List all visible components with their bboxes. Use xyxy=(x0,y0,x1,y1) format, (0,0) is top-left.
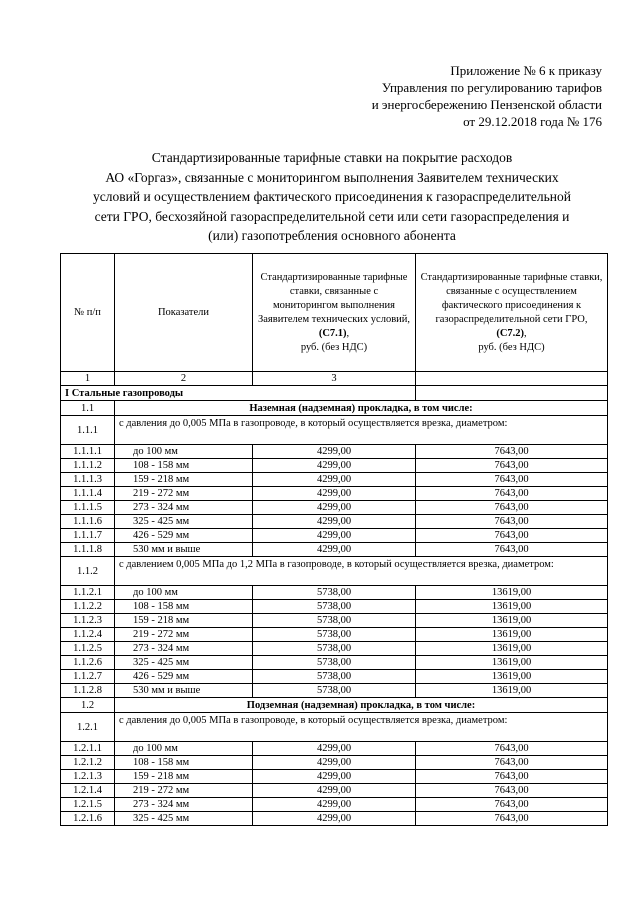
group-number: 1.2.1 xyxy=(61,713,115,742)
row-number: 1.1.2.3 xyxy=(61,614,115,628)
table-body xyxy=(61,372,608,826)
title-line: АО «Горгаз», связанные с мониторингом выполнения Заявителем технических xyxy=(105,169,559,185)
table-row xyxy=(61,445,608,459)
row-value-c71: 4299,00 xyxy=(253,501,416,515)
row-number: 1.2.1.3 xyxy=(61,770,115,784)
row-diameter: 159 - 218 мм xyxy=(115,614,253,628)
row-diameter: 530 мм и выше xyxy=(115,543,253,557)
row-value-c72: 7643,00 xyxy=(416,812,608,826)
row-number: 1.1.1.3 xyxy=(61,473,115,487)
row-number: 1.2.1.4 xyxy=(61,784,115,798)
header-number: № п/п xyxy=(61,254,115,372)
row-number: 1.1.1.2 xyxy=(61,459,115,473)
table-row xyxy=(61,529,608,543)
row-number: 1.2.1.2 xyxy=(61,756,115,770)
group-text: с давления до 0,005 МПа в газопроводе, в который осуществляется врезка, диаметром: xyxy=(115,416,608,445)
row-number: 1.2.1.1 xyxy=(61,742,115,756)
row-diameter: 426 - 529 мм xyxy=(115,670,253,684)
row-number: 1.1.1.4 xyxy=(61,487,115,501)
row-number: 1.2.1.6 xyxy=(61,812,115,826)
row-value-c71: 4299,00 xyxy=(253,742,416,756)
header-c71-text: Стандартизированные тарифные ставки, связанные с мониторингом выполнения Заявителем технических условий, xyxy=(257,271,411,325)
row-number: 1.1.1.6 xyxy=(61,515,115,529)
row-value-c72: 7643,00 xyxy=(416,798,608,812)
table-header-row xyxy=(61,254,608,372)
table-row xyxy=(61,600,608,614)
row-value-c72: 13619,00 xyxy=(416,670,608,684)
column-number: 3 xyxy=(253,372,416,386)
row-value-c71: 4299,00 xyxy=(253,756,416,770)
row-value-c71: 4299,00 xyxy=(253,784,416,798)
table-row xyxy=(61,670,608,684)
row-number: 1.1.1.7 xyxy=(61,529,115,543)
row-value-c72: 7643,00 xyxy=(416,501,608,515)
row-diameter: до 100 мм xyxy=(115,445,253,459)
row-value-c72: 7643,00 xyxy=(416,742,608,756)
row-value-c71: 5738,00 xyxy=(253,600,416,614)
row-value-c71: 4299,00 xyxy=(253,770,416,784)
table-row xyxy=(61,628,608,642)
title-line: (или) газопотребления основного абонента xyxy=(208,228,456,243)
row-value-c72: 7643,00 xyxy=(416,543,608,557)
row-value-c71: 5738,00 xyxy=(253,614,416,628)
row-value-c71: 4299,00 xyxy=(253,473,416,487)
row-value-c72: 7643,00 xyxy=(416,756,608,770)
table-row xyxy=(61,515,608,529)
table-row xyxy=(61,684,608,698)
row-value-c71: 5738,00 xyxy=(253,684,416,698)
row-value-c72: 13619,00 xyxy=(416,628,608,642)
row-value-c71: 4299,00 xyxy=(253,459,416,473)
row-number: 1.1.2.1 xyxy=(61,586,115,600)
row-value-c72: 13619,00 xyxy=(416,614,608,628)
row-diameter: 530 мм и выше xyxy=(115,684,253,698)
row-value-c72: 7643,00 xyxy=(416,473,608,487)
appendix-line: и энергосбережению Пензенской области xyxy=(371,97,602,112)
row-value-c71: 5738,00 xyxy=(253,670,416,684)
row-value-c72: 7643,00 xyxy=(416,487,608,501)
row-value-c72: 13619,00 xyxy=(416,656,608,670)
table-row xyxy=(61,798,608,812)
header-c71-code: (С7.1) xyxy=(318,327,347,339)
title-line: сети ГРО, бесхозяйной газораспределительной сети или сети газораспределения и xyxy=(94,208,570,224)
row-number: 1.2.1.5 xyxy=(61,798,115,812)
document-title xyxy=(62,148,602,246)
table-row xyxy=(61,501,608,515)
table-row xyxy=(61,459,608,473)
subsection-number: 1.2 xyxy=(61,698,115,713)
table-row xyxy=(61,770,608,784)
row-diameter: 273 - 324 мм xyxy=(115,642,253,656)
row-value-c72: 13619,00 xyxy=(416,642,608,656)
row-value-c72: 7643,00 xyxy=(416,445,608,459)
header-c72-text: Стандартизированные тарифные ставки, связанные с осуществлением фактического присоединения к газораспределительной сети ГРО, xyxy=(420,271,603,325)
header-indicators: Показатели xyxy=(115,254,253,372)
column-numbers-row xyxy=(61,372,608,386)
row-value-c72: 13619,00 xyxy=(416,586,608,600)
header-c72: Стандартизированные тарифные ставки, связанные с осуществлением фактического присоединения к газораспределительной сети ГРО, (С7.2), руб. (без НДС) xyxy=(416,254,608,372)
row-number: 1.1.2.8 xyxy=(61,684,115,698)
header-c72-code: (С7.2) xyxy=(496,327,525,339)
row-value-c72: 7643,00 xyxy=(416,459,608,473)
row-number: 1.1.1.5 xyxy=(61,501,115,515)
row-diameter: 325 - 425 мм xyxy=(115,812,253,826)
table-row xyxy=(61,812,608,826)
title-line: условий и осуществлением фактического присоединения к газораспределительной xyxy=(93,189,571,204)
group-number: 1.1.2 xyxy=(61,557,115,586)
subsection-row xyxy=(61,698,608,713)
row-number: 1.1.2.7 xyxy=(61,670,115,684)
row-diameter: 325 - 425 мм xyxy=(115,515,253,529)
group-number: 1.1.1 xyxy=(61,416,115,445)
table-row xyxy=(61,487,608,501)
row-number: 1.1.1.8 xyxy=(61,543,115,557)
table-row xyxy=(61,543,608,557)
column-number: 1 xyxy=(61,372,115,386)
row-value-c71: 4299,00 xyxy=(253,529,416,543)
row-value-c71: 4299,00 xyxy=(253,487,416,501)
group-row xyxy=(61,713,608,742)
table-row xyxy=(61,473,608,487)
row-diameter: до 100 мм xyxy=(115,586,253,600)
row-number: 1.1.1.1 xyxy=(61,445,115,459)
row-diameter: 426 - 529 мм xyxy=(115,529,253,543)
section-row xyxy=(61,386,608,401)
row-diameter: 219 - 272 мм xyxy=(115,628,253,642)
row-value-c72: 7643,00 xyxy=(416,529,608,543)
subsection-row xyxy=(61,401,608,416)
row-value-c72: 7643,00 xyxy=(416,784,608,798)
appendix-line: от 29.12.2018 года № 176 xyxy=(463,114,602,129)
group-row xyxy=(61,557,608,586)
row-number: 1.1.2.4 xyxy=(61,628,115,642)
table-row xyxy=(61,784,608,798)
row-value-c71: 5738,00 xyxy=(253,586,416,600)
table-row xyxy=(61,656,608,670)
table-row xyxy=(61,742,608,756)
section-title: I Стальные газопроводы xyxy=(61,386,416,401)
row-number: 1.1.2.6 xyxy=(61,656,115,670)
row-value-c71: 4299,00 xyxy=(253,445,416,459)
row-diameter: 273 - 324 мм xyxy=(115,798,253,812)
table-row xyxy=(61,756,608,770)
row-value-c72: 7643,00 xyxy=(416,770,608,784)
column-number xyxy=(416,372,608,386)
row-value-c71: 4299,00 xyxy=(253,515,416,529)
table-row xyxy=(61,642,608,656)
group-text: с давлением 0,005 МПа до 1,2 МПа в газопроводе, в который осуществляется врезка, диаметром: xyxy=(115,557,608,586)
appendix-block xyxy=(372,62,602,130)
header-c71: Стандартизированные тарифные ставки, связанные с мониторингом выполнения Заявителем технических условий, (С7.1), руб. (без НДС) xyxy=(253,254,416,372)
header-c72-unit: руб. (без НДС) xyxy=(478,341,545,353)
row-value-c71: 5738,00 xyxy=(253,656,416,670)
row-diameter: 159 - 218 мм xyxy=(115,770,253,784)
subsection-title: Наземная (надземная) прокладка, в том числе: xyxy=(115,401,608,416)
row-diameter: 219 - 272 мм xyxy=(115,784,253,798)
row-value-c72: 13619,00 xyxy=(416,684,608,698)
row-diameter: 108 - 158 мм xyxy=(115,459,253,473)
group-row xyxy=(61,416,608,445)
row-diameter: 219 - 272 мм xyxy=(115,487,253,501)
table-row xyxy=(61,586,608,600)
row-value-c71: 4299,00 xyxy=(253,798,416,812)
row-diameter: до 100 мм xyxy=(115,742,253,756)
appendix-line: Приложение № 6 к приказу xyxy=(450,63,602,78)
header-c71-unit: руб. (без НДС) xyxy=(300,341,368,353)
row-value-c71: 4299,00 xyxy=(253,543,416,557)
table-row xyxy=(61,614,608,628)
title-line: Стандартизированные тарифные ставки на покрытие расходов xyxy=(151,150,513,165)
row-diameter: 159 - 218 мм xyxy=(115,473,253,487)
row-diameter: 325 - 425 мм xyxy=(115,656,253,670)
appendix-line: Управления по регулированию тарифов xyxy=(381,80,602,95)
row-diameter: 108 - 158 мм xyxy=(115,756,253,770)
row-diameter: 108 - 158 мм xyxy=(115,600,253,614)
tariff-table xyxy=(60,253,608,826)
group-text: с давления до 0,005 МПа в газопроводе, в который осуществляется врезка, диаметром: xyxy=(115,713,608,742)
row-value-c71: 4299,00 xyxy=(253,812,416,826)
row-diameter: 273 - 324 мм xyxy=(115,501,253,515)
row-number: 1.1.2.2 xyxy=(61,600,115,614)
row-value-c72: 7643,00 xyxy=(416,515,608,529)
subsection-number: 1.1 xyxy=(61,401,115,416)
row-value-c72: 13619,00 xyxy=(416,600,608,614)
row-value-c71: 5738,00 xyxy=(253,642,416,656)
subsection-title: Подземная (надземная) прокладка, в том числе: xyxy=(115,698,608,713)
row-value-c71: 5738,00 xyxy=(253,628,416,642)
row-number: 1.1.2.5 xyxy=(61,642,115,656)
column-number: 2 xyxy=(115,372,253,386)
